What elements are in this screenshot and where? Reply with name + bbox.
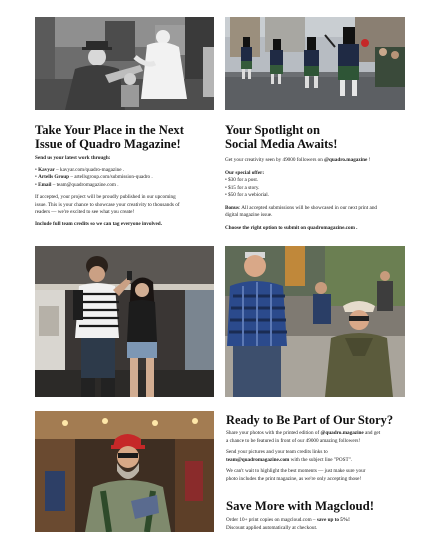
section1-title-line1: Take Your Place in the Next: [35, 123, 184, 137]
bonus-line1: Bonus: All accepted submissions will be showcased in our next print and: [225, 204, 378, 211]
followers-intro: Get your creativity seen by 49000 followers on @quadro.magazine !: [225, 157, 371, 163]
instagram-handle[interactable]: @quadro.magazine: [324, 157, 368, 163]
section2-title-line2: Social Media Awaits!: [225, 136, 338, 151]
submission-link-email[interactable]: • Email – team@quadromagazine.com .: [35, 181, 119, 188]
team-credits-note: Include full team credits so we can tag everyone involved.: [35, 220, 162, 227]
section2-body: [225, 157, 407, 232]
photo-older-couple: [225, 246, 405, 397]
submission-link-artells[interactable]: • Artells Group – artellsgroup.com/submission-quadro .: [35, 174, 153, 181]
section4-body: [226, 517, 408, 532]
highlight-line1: We can't wait to highlight the best moments — just make sure your: [226, 468, 366, 475]
magcloud-order-line[interactable]: Order 10+ print copies on magcloud.com – save up to 5%!: [226, 517, 350, 523]
photo-subway-couple: [35, 246, 214, 397]
section1-title: [35, 124, 184, 151]
section2-title-line1: Your Spotlight on: [225, 123, 320, 137]
special-offer-label: Our special offer:: [225, 169, 265, 176]
photo-man-red-cap: [35, 411, 214, 532]
publish-paragraph-line1: If accepted, your project will be proudly published in our upcoming: [35, 194, 176, 201]
section2-title: [225, 124, 337, 151]
section1-body: [35, 155, 217, 228]
section1-title-line2: Issue of Quadro Magazine!: [35, 136, 181, 151]
team-email-link[interactable]: team@quadromagazine.com: [226, 456, 290, 463]
publish-paragraph-line3: readers — we're excited to see what you create!: [35, 209, 135, 216]
offer-story: • $15 for a story.: [225, 184, 260, 191]
submission-link-kavyar[interactable]: • Kavyar – kavyar.com/quadro-magazine .: [35, 166, 125, 173]
section3-title: Ready to Be Part of Our Story?: [226, 413, 394, 427]
offer-post: • $30 for a post.: [225, 177, 259, 184]
offer-webiorial: • $50 for a webiorial.: [225, 192, 270, 199]
instagram-handle-2[interactable]: @quadro.magazine: [320, 430, 364, 436]
section4-title: Save More with Magcloud!: [226, 499, 374, 513]
submit-website-link[interactable]: Choose the right option to submit on quadromagazine.com .: [225, 224, 358, 231]
highlight-line2: photo includes the print magazine, as we're only accepting those!: [226, 475, 362, 482]
send-intro: Send us your latest work through:: [35, 155, 111, 161]
share-line1: Share your photos with the printed edition of @quadro.magazine and get: [226, 430, 381, 436]
section3-body: [226, 430, 408, 483]
send-line1: Send your pictures and your team credits links to: [226, 449, 328, 456]
bonus-line2: digital magazine issue.: [225, 212, 273, 219]
share-line2: a chance to be featured in front of our 49000 amazing followers!: [226, 437, 361, 444]
discount-note: Discount applied automatically at checkout.: [226, 524, 318, 531]
photo-bagpipe-parade: [225, 17, 405, 110]
publish-paragraph-line2: issue. This is your chance to showcase your creativity to thousands of: [35, 201, 180, 208]
send-line2: team@quadromagazine.com with the subject line "POST".: [226, 456, 353, 463]
photo-street-performers: [35, 17, 214, 110]
